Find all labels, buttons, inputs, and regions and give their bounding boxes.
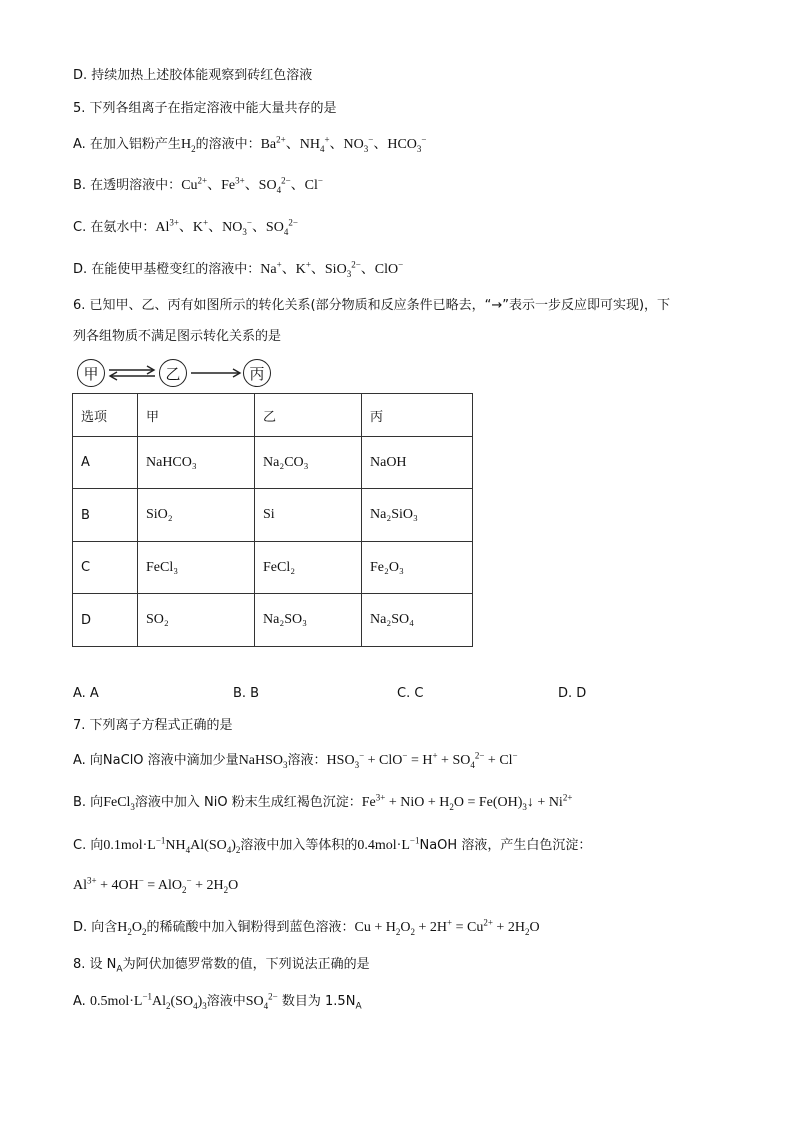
- table-cell: SO₂: [138, 594, 255, 647]
- question-6-line1: 6. 已知甲、乙、丙有如图所示的转化关系(部分物质和反应条件已略去，“→”表示一步反应即可实现)，下: [73, 298, 671, 313]
- table-row: [73, 594, 473, 647]
- table-cell: D: [73, 594, 138, 647]
- conversion-scheme: [73, 359, 293, 389]
- table-cell: FeCl₃: [138, 542, 255, 594]
- table-cell: Si: [255, 489, 362, 542]
- q6-answer-c: C. C: [397, 686, 424, 701]
- question-6-line2: 列各组物质不满足图示转化关系的是: [73, 329, 282, 344]
- table-header-row: [73, 394, 473, 437]
- table-cell: B: [73, 489, 138, 542]
- header-cell: 甲: [138, 394, 255, 437]
- question-5: 5. 下列各组离子在指定溶液中能大量共存的是: [73, 101, 337, 116]
- header-cell: 乙: [255, 394, 362, 437]
- q7-option-b: B. 向FeCl$_3$溶液中加入 NiO 粉末生成红褐色沉淀：$Fe^{3+}$ + NiO + $H_2O$ = $Fe(OH)_3↓ + Ni^{2+}$: [73, 792, 573, 812]
- table-cell: FeCl₂: [255, 542, 362, 594]
- node-yi: 乙: [159, 359, 187, 387]
- q7-option-c: C. 向$0.1mol\cdot L^{-1}NH_4Al(SO_4)_2$溶液中加入等体积的$0.4mol\cdot L^{-1}NaOH$ 溶液，产生白色沉淀：: [73, 835, 592, 855]
- q8-option-a: A. $0.5mol\cdot L^{-1}Al_2(SO_4)_3$溶液中$SO_4^{2-}$ 数目为 $1.5N_A$: [73, 991, 362, 1012]
- header-cell: 选项: [73, 394, 138, 437]
- q4-option-d: D. 持续加热上述胶体能观察到砖红色溶液: [73, 68, 313, 83]
- table-row: [73, 542, 473, 594]
- table-cell: NaOH: [362, 437, 473, 489]
- q7-option-d: D. 向含$H_2O_2$的稀硫酸中加入铜粉得到蓝色溶液：$Cu + H_2O_2 + 2H^+ = Cu^{2+} + 2H_2O$: [73, 917, 540, 937]
- node-bing: 丙: [243, 359, 271, 387]
- table-row: [73, 489, 473, 542]
- right-arrow-icon: [189, 367, 243, 379]
- table-cell: SiO₂: [138, 489, 255, 542]
- table-row: [73, 437, 473, 489]
- q5-option-a: A. 在加入铝粉产生$H_2$的溶液中：$Ba^{2+}$、$NH_4^+$、$NO_3^-$、$HCO_3^-$: [73, 134, 427, 154]
- table-cell: Na₂SO₄: [362, 594, 473, 647]
- q6-answer-d: D. D: [558, 686, 587, 701]
- double-arrow-icon: [107, 365, 157, 381]
- question-7: 7. 下列离子方程式正确的是: [73, 718, 233, 733]
- q7-option-a: A. 向NaClO 溶液中滴加少量NaHSO$_3$溶液：$HSO_3^- + ClO^- = H^+ + SO_4^{2-} + Cl^-$: [73, 750, 518, 770]
- table-cell: Na₂CO₃: [255, 437, 362, 489]
- table-cell: A: [73, 437, 138, 489]
- options-table: [72, 393, 473, 647]
- table-cell: Na₂SiO₃: [362, 489, 473, 542]
- q6-answer-b: B. B: [233, 686, 260, 701]
- node-jia: 甲: [77, 359, 105, 387]
- q5-option-c: C. 在氨水中：$Al^{3+}$、K+、$NO_3^-$、$SO_4^{2-}$: [73, 217, 298, 237]
- table-cell: NaHCO₃: [138, 437, 255, 489]
- q6-answer-a: A. A: [73, 686, 99, 701]
- header-cell: 丙: [362, 394, 473, 437]
- question-8: 8. 设 $N_A$为阿伏加德罗常数的值，下列说法正确的是: [73, 957, 370, 975]
- table-cell: Na₂SO₃: [255, 594, 362, 647]
- q7-option-c-equation: $Al^{3+} + 4OH^- = AlO_2^- + 2H_2O$: [73, 875, 239, 895]
- table-cell: Fe₂O₃: [362, 542, 473, 594]
- q5-option-d: D. 在能使甲基橙变红的溶液中：Na+、K+、SiO$_3^{2-}$、ClO−: [73, 259, 404, 279]
- q5-option-b: B. 在透明溶液中：$Cu^{2+}$、$Fe^{3+}$、$SO_4^{2-}$、Cl−: [73, 175, 323, 195]
- table-cell: C: [73, 542, 138, 594]
